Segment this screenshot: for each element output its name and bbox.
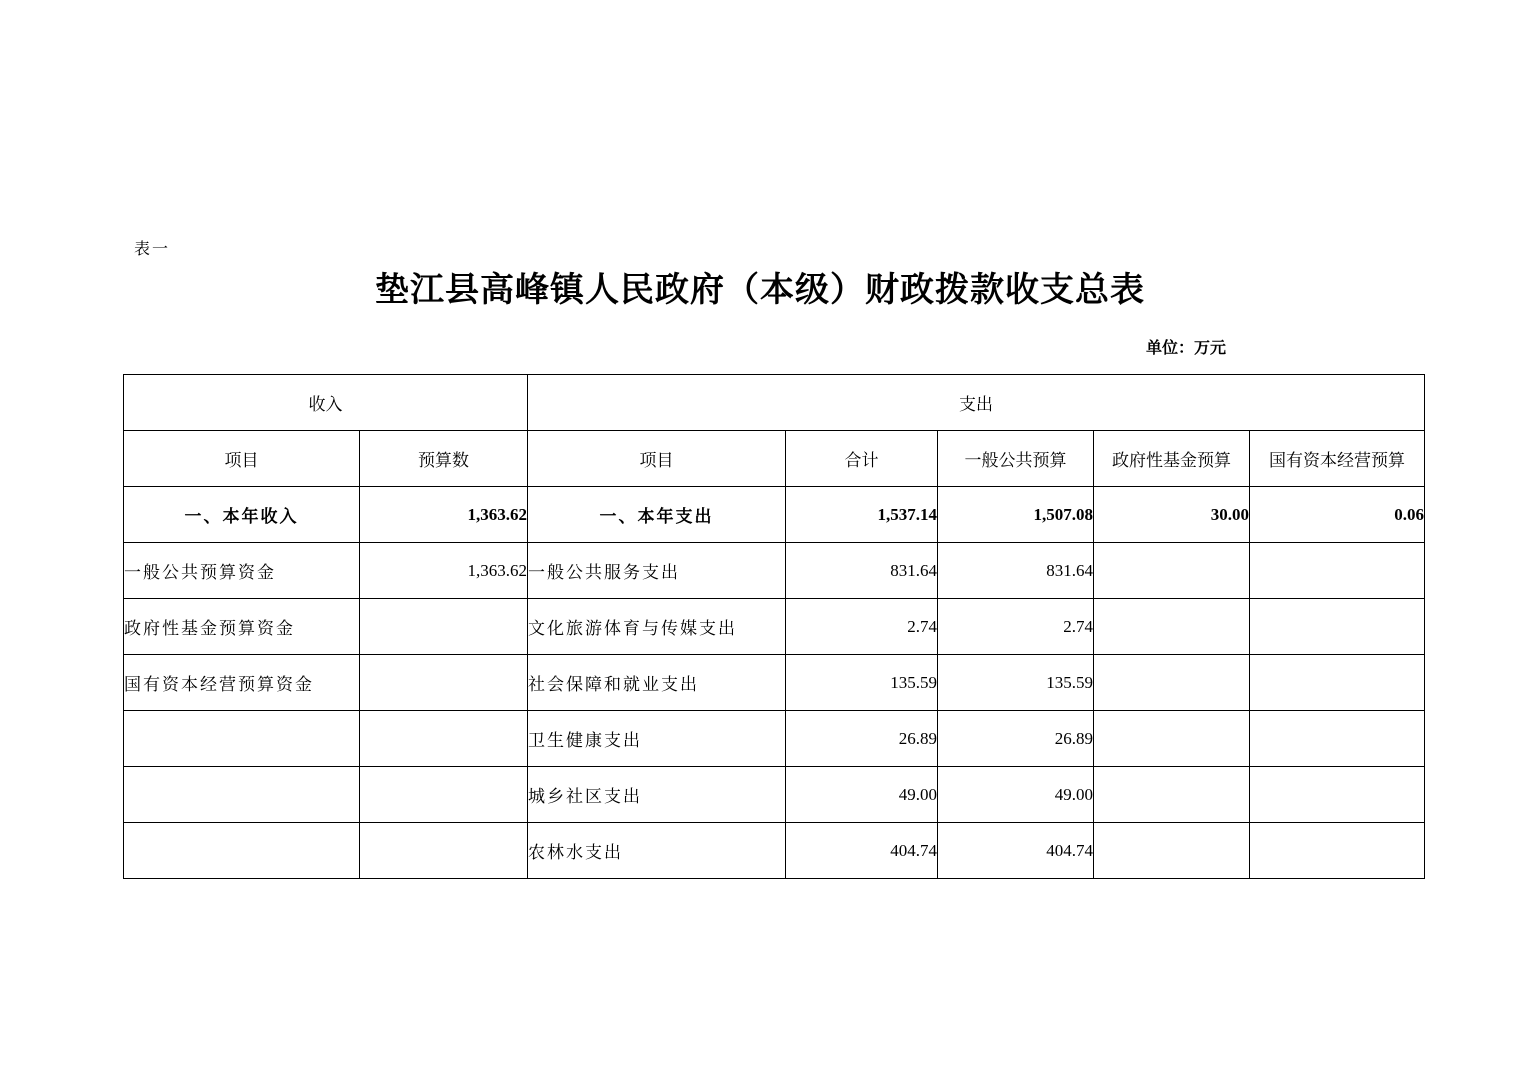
- state-capital-total-value: 0.06: [1250, 487, 1425, 543]
- general-public-cell: 404.74: [938, 823, 1094, 879]
- income-item-cell: 一般公共预算资金: [124, 543, 360, 599]
- expense-item-cell: 文化旅游体育与传媒支出: [528, 599, 786, 655]
- total-header: 合计: [786, 431, 938, 487]
- income-value-cell: 1,363.62: [360, 543, 528, 599]
- expense-item-cell: 农林水支出: [528, 823, 786, 879]
- gov-fund-total-value: 30.00: [1094, 487, 1250, 543]
- gov-fund-header: 政府性基金预算: [1094, 431, 1250, 487]
- table-row: [124, 711, 1425, 767]
- expense-item-cell: 一般公共服务支出: [528, 543, 786, 599]
- total-cell: 831.64: [786, 543, 938, 599]
- table-row: [124, 767, 1425, 823]
- income-item-cell: [124, 823, 360, 879]
- table-row: [124, 599, 1425, 655]
- income-value-cell: [360, 767, 528, 823]
- general-public-cell: 2.74: [938, 599, 1094, 655]
- state-capital-cell: [1250, 599, 1425, 655]
- total-cell: 135.59: [786, 655, 938, 711]
- income-total-label: 一、本年收入: [124, 487, 360, 543]
- income-total-value: 1,363.62: [360, 487, 528, 543]
- total-cell: 26.89: [786, 711, 938, 767]
- income-item-cell: [124, 767, 360, 823]
- total-cell: 2.74: [786, 599, 938, 655]
- gov-fund-cell: [1094, 711, 1250, 767]
- gov-fund-cell: [1094, 599, 1250, 655]
- state-capital-cell: [1250, 711, 1425, 767]
- gov-fund-cell: [1094, 655, 1250, 711]
- table-number-label: 表一: [134, 239, 171, 258]
- income-item-cell: [124, 711, 360, 767]
- gov-fund-cell: [1094, 823, 1250, 879]
- income-budget-header: 预算数: [360, 431, 528, 487]
- gov-fund-cell: [1094, 543, 1250, 599]
- table-row: [124, 543, 1425, 599]
- table-row: [124, 823, 1425, 879]
- state-capital-cell: [1250, 655, 1425, 711]
- group-header-row: [124, 375, 1425, 431]
- state-capital-header: 国有资本经营预算: [1250, 431, 1425, 487]
- state-capital-cell: [1250, 543, 1425, 599]
- total-cell: 404.74: [786, 823, 938, 879]
- total-cell: 49.00: [786, 767, 938, 823]
- gov-fund-cell: [1094, 767, 1250, 823]
- general-public-cell: 831.64: [938, 543, 1094, 599]
- income-group-header: 收入: [124, 375, 528, 431]
- general-public-header: 一般公共预算: [938, 431, 1094, 487]
- document-title: 垫江县高峰镇人民政府（本级）财政拨款收支总表: [375, 270, 1145, 310]
- income-value-cell: [360, 711, 528, 767]
- column-header-row: [124, 431, 1425, 487]
- income-value-cell: [360, 599, 528, 655]
- expense-item-cell: 卫生健康支出: [528, 711, 786, 767]
- income-value-cell: [360, 655, 528, 711]
- expense-total-label: 一、本年支出: [528, 487, 786, 543]
- expense-total-value: 1,537.14: [786, 487, 938, 543]
- general-public-total-value: 1,507.08: [938, 487, 1094, 543]
- income-value-cell: [360, 823, 528, 879]
- income-item-header: 项目: [124, 431, 360, 487]
- expense-group-header: 支出: [528, 375, 1425, 431]
- expense-item-header: 项目: [528, 431, 786, 487]
- table-row: [124, 655, 1425, 711]
- state-capital-cell: [1250, 823, 1425, 879]
- income-item-cell: 国有资本经营预算资金: [124, 655, 360, 711]
- income-item-cell: 政府性基金预算资金: [124, 599, 360, 655]
- expense-item-cell: 社会保障和就业支出: [528, 655, 786, 711]
- general-public-cell: 135.59: [938, 655, 1094, 711]
- general-public-cell: 49.00: [938, 767, 1094, 823]
- expense-item-cell: 城乡社区支出: [528, 767, 786, 823]
- totals-row: [124, 487, 1425, 543]
- budget-summary-table: [123, 374, 1425, 879]
- state-capital-cell: [1250, 767, 1425, 823]
- unit-label: 单位：万元: [1146, 338, 1227, 357]
- general-public-cell: 26.89: [938, 711, 1094, 767]
